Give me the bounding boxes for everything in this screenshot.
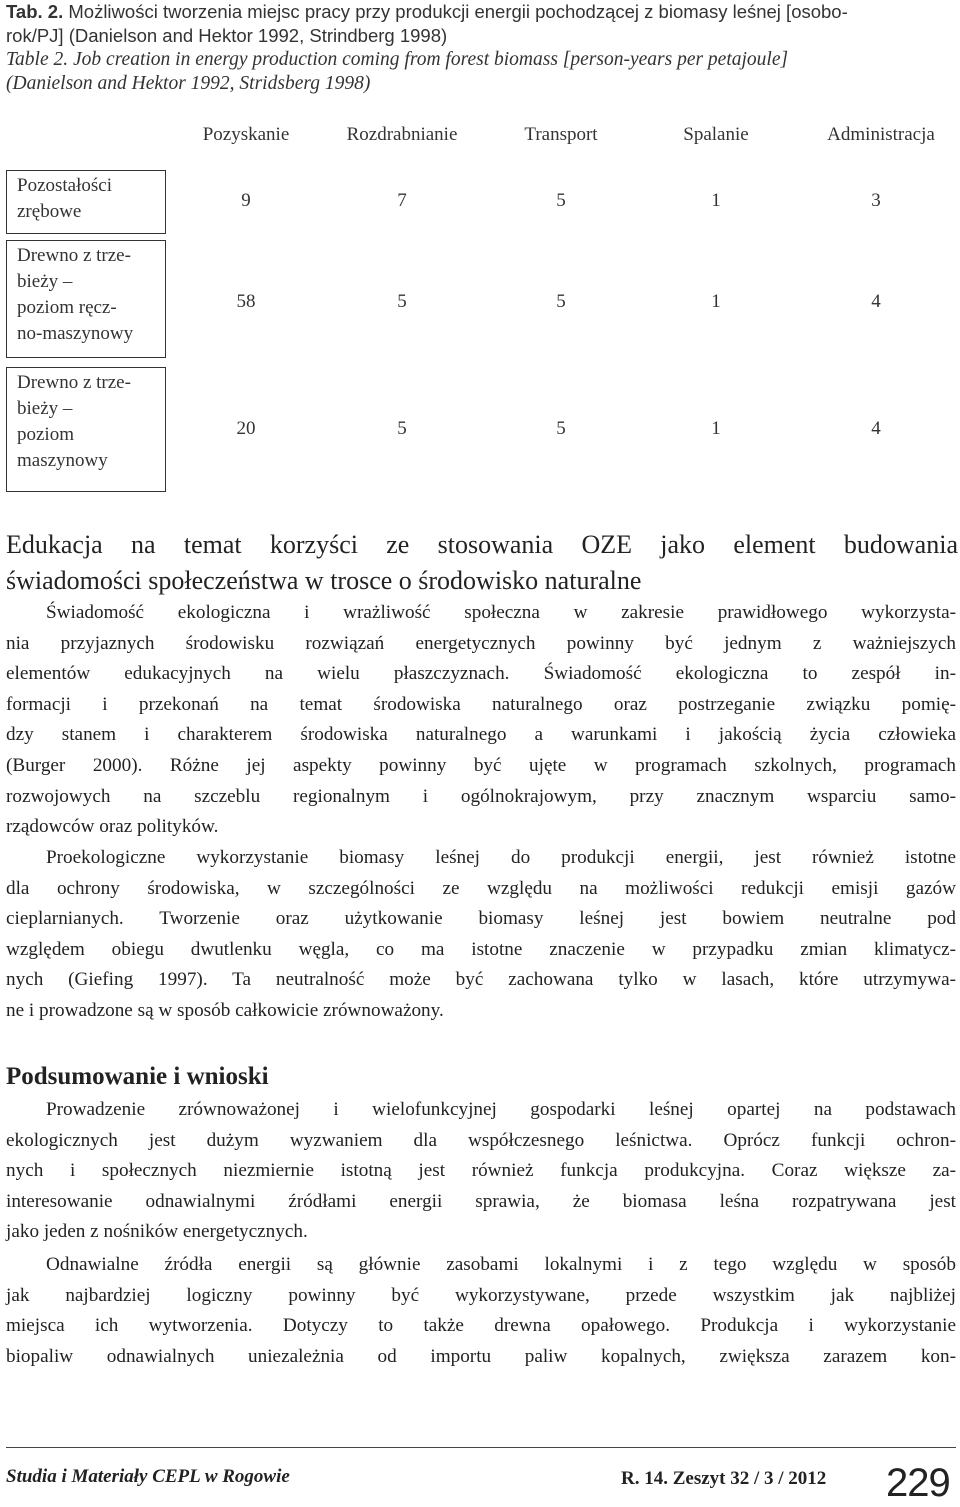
footer-rule <box>6 1447 956 1448</box>
text-line: nych (Giefing 1997). Ta neutralność może być zachowana tylko w lasach, które utrzymywa- <box>6 969 956 991</box>
text-line: formacji i przekonań na temat środowiska naturalnego oraz postrzeganie związku pomię- <box>6 693 956 715</box>
caption-pl-line1: Możliwości tworzenia miejsc pracy przy produkcji energii pochodzącej z biomasy leśnej [osobo- <box>68 1 848 22</box>
row-header-pozostalosci <box>6 170 166 234</box>
caption-english <box>6 48 956 96</box>
row-label-line: no-maszynowy <box>17 323 134 344</box>
text-line: interesowanie odnawialnymi źródłami energii sprawia, że biomasa leśna rozpatrywana jest <box>6 1190 956 1212</box>
row-label-line: Pozostałości <box>17 175 112 196</box>
table-caption <box>6 0 956 96</box>
text-line: Odnawialne źródła energii są głównie zasobami lokalnymi i z tego względu w sposób <box>46 1254 956 1275</box>
table-cell: 58 <box>236 291 256 312</box>
row-label-line: Drewno z trze- <box>17 372 131 393</box>
table-cell: 5 <box>556 418 566 439</box>
text-line: ekologicznych jest dużym wyzwaniem dla współczesnego leśnictwa. Oprócz funkcji ochron- <box>6 1129 956 1151</box>
text-line: ne i prowadzone są w sposób całkowicie zrównoważony. <box>6 999 444 1021</box>
table-cell: 5 <box>397 291 407 312</box>
text-line: biopaliw odnawialnych uniezależnia od importu paliw kopalnych, zwiększa zarazem kon- <box>6 1345 956 1367</box>
text-line: rządowców oraz polityków. <box>6 816 219 838</box>
row-header-maszynowy <box>6 367 166 492</box>
row-label-line: zrębowe <box>17 201 82 222</box>
table-cell: 3 <box>871 190 881 211</box>
text-line: Prowadzenie zrównoważonej i wielofunkcyjnej gospodarki leśnej opartej na podstawach <box>46 1099 956 1120</box>
table-cell: 1 <box>711 291 721 312</box>
text-line: (Burger 2000). Różne jej aspekty powinny być ujęte w programach szkolnych, programach <box>6 754 956 776</box>
caption-pl-line2: rok/PJ] (Danielson and Hektor 1992, Strindberg 1998) <box>6 25 448 46</box>
table-cell: 5 <box>397 418 407 439</box>
paragraph-prowadzenie <box>6 1095 956 1248</box>
section-heading-edukacja <box>6 527 958 599</box>
column-header-rozdrabnianie: Rozdrabnianie <box>346 124 458 145</box>
text-line: nych i społecznych niezmiernie istotną jest również funkcja produkcyjna. Coraz większe za- <box>6 1160 956 1182</box>
row-label-line: bieży – <box>17 271 73 292</box>
text-line: cieplarnianych. Tworzenie oraz użytkowanie biomasy leśnej jest bowiem neutralne pod <box>6 908 956 930</box>
text-line: Świadomość ekologiczna i wrażliwość społeczna w zakresie prawidłowego wykorzysta- <box>46 602 956 623</box>
column-header-spalanie: Spalanie <box>683 124 749 145</box>
row-label-line: bieży – <box>17 398 73 419</box>
table-cell: 1 <box>711 418 721 439</box>
table-cell: 4 <box>871 291 881 312</box>
text-line: jako jeden z nośników energetycznych. <box>6 1221 308 1243</box>
heading-line: świadomości społeczeństwa w trosce o środowisko naturalne <box>6 566 642 595</box>
row-label-line: maszynowy <box>17 450 108 471</box>
table-cell: 1 <box>711 190 721 211</box>
table-cell: 5 <box>556 291 566 312</box>
row-header-reczno-maszynowy <box>6 240 166 358</box>
table-cell: 5 <box>556 190 566 211</box>
column-header-pozyskanie: Pozyskanie <box>202 124 290 145</box>
caption-en-line2: (Danielson and Hektor 1992, Stridsberg 1998) <box>6 73 371 94</box>
paragraph-swiadomosc <box>6 598 956 843</box>
text-line: elementów edukacyjnych na wielu płaszczyznach. Świadomość ekologiczna to zespół in- <box>6 663 956 685</box>
text-line: dla ochrony środowiska, w szczególności ze względu na możliwości redukcji emisji gazów <box>6 877 956 899</box>
table-cell: 20 <box>236 418 256 439</box>
text-line: dzy stanem i charakterem środowiska naturalnego a warunkami i jakością życia człowieka <box>6 724 956 746</box>
job-creation-table <box>6 114 957 492</box>
caption-polish <box>6 0 956 48</box>
table-cell: 4 <box>871 418 881 439</box>
row-label-line: Drewno z trze- <box>17 245 131 266</box>
text-line: Proekologiczne wykorzystanie biomasy leśnej do produkcji energii, jest również istotne <box>46 847 956 868</box>
caption-en-line1: Table 2. Job creation in energy production coming from forest biomass [person-years per petajoule] <box>6 49 789 70</box>
journal-title: Studia i Materiały CEPL w Rogowie <box>6 1466 290 1487</box>
heading-line: Edukacja na temat korzyści ze stosowania OZE jako element budowania <box>6 530 958 559</box>
table-cell: 9 <box>241 190 251 211</box>
section-heading-podsumowanie: Podsumowanie i wnioski <box>6 1063 269 1090</box>
text-line: rozwojowych na szczeblu regionalnym i ogólnokrajowym, przy znacznym wsparciu samo- <box>6 785 956 807</box>
paragraph-odnawialne <box>6 1250 956 1372</box>
text-line: nia przyjaznych środowisku rozwiązań energetycznych powinny być jednym z ważniejszych <box>6 632 956 654</box>
row-label-line: poziom <box>17 424 74 445</box>
journal-issue: R. 14. Zeszyt 32 / 3 / 2012 <box>621 1468 827 1489</box>
paragraph-proekologiczne <box>6 843 956 1027</box>
column-header-administracja: Administracja <box>827 124 935 145</box>
caption-label: Tab. 2. <box>6 1 64 22</box>
text-line: miejsca ich wytworzenia. Dotyczy to także drewna opałowego. Produkcja i wykorzystanie <box>6 1315 956 1337</box>
text-line: jak najbardziej logiczny powinny być wykorzystywane, przede wszystkim jak najbliżej <box>6 1284 956 1306</box>
column-header-transport: Transport <box>524 124 598 145</box>
row-label-line: poziom ręcz- <box>17 297 117 318</box>
page-number: 229 <box>886 1461 950 1505</box>
table-cell: 7 <box>397 190 407 211</box>
text-line: względem obiegu dwutlenku węgla, co ma istotne znaczenie w przypadku zmian klimatycz- <box>6 938 956 960</box>
